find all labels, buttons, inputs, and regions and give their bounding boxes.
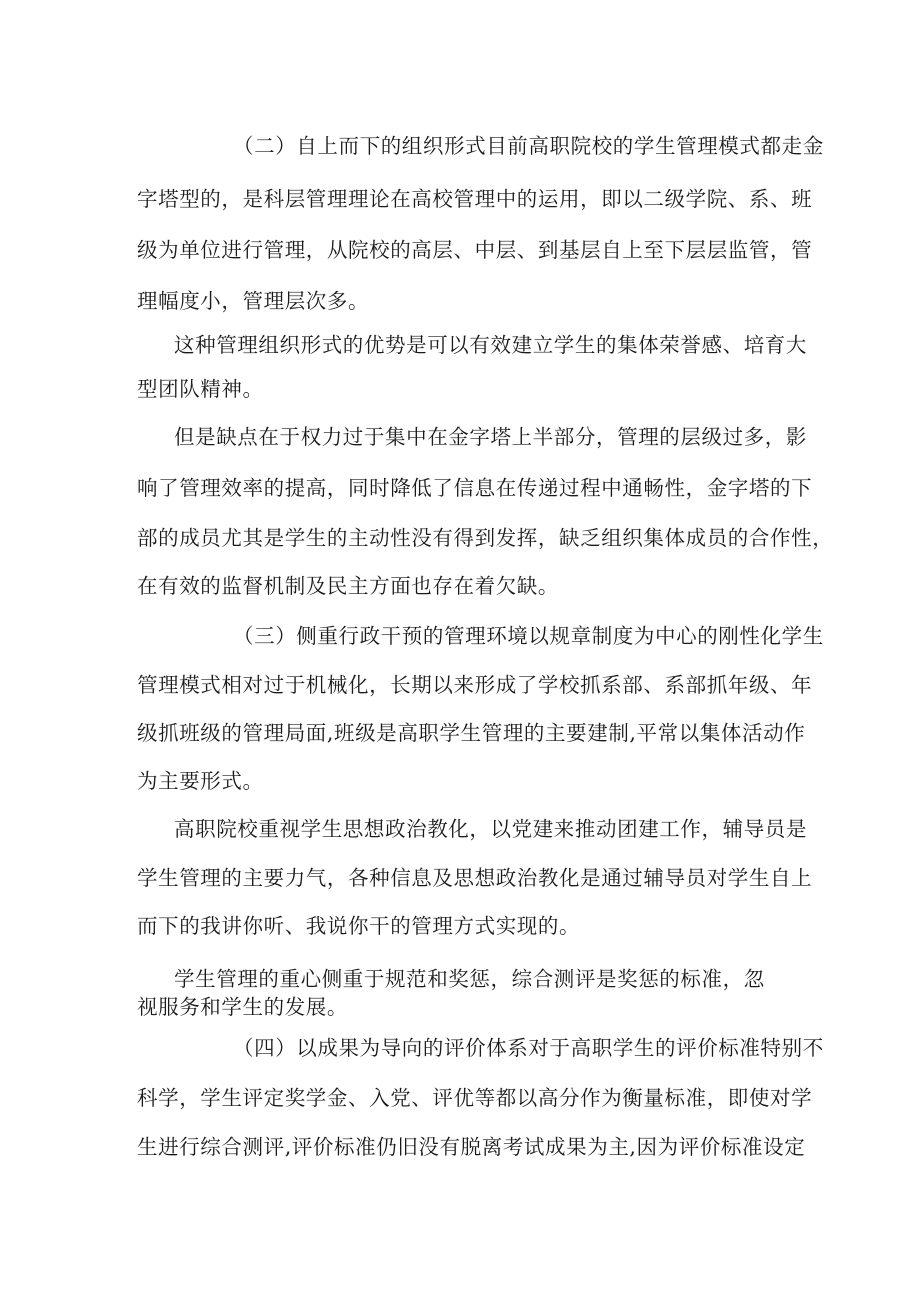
text-line: 为主要形式。 xyxy=(137,769,264,793)
text-line: 部的成员尤其是学生的主动性没有得到发挥，缺乏组织集体成员的合作性， xyxy=(137,526,834,550)
text-line: 视服务和学生的发展。 xyxy=(137,995,348,1019)
text-line: （四）以成果为导向的评价体系对于高职学生的评价标准特别不 xyxy=(233,1036,824,1060)
text-line: 科学，学生评定奖学金、入党、评优等都以高分作为衡量标准，即使对学 xyxy=(137,1086,813,1110)
text-line: （三）侧重行政干预的管理环境以规章制度为中心的刚性化学生 xyxy=(233,624,824,648)
text-line: 响了管理效率的提高，同时降低了信息在传递过程中通畅性，金字塔的下 xyxy=(137,476,813,500)
text-line: 字塔型的，是科层管理理论在高校管理中的运用，即以二级学院、系、班 xyxy=(137,187,813,211)
text-line: 这种管理组织形式的优势是可以有效建立学生的集体荣誉感、培育大 xyxy=(174,333,807,357)
text-line: 在有效的监督机制及民主方面也存在着欠缺。 xyxy=(137,574,559,598)
text-line: 型团队精神。 xyxy=(137,377,264,401)
text-line: 但是缺点在于权力过于集中在金字塔上半部分，管理的层级过多，影 xyxy=(174,425,807,449)
text-line: 高职院校重视学生思想政治教化，以党建来推动团建工作，辅导员是 xyxy=(174,817,807,841)
text-line: 生进行综合测评,评价标准仍旧没有脱离考试成果为主,因为评价标准设定 xyxy=(137,1135,806,1159)
text-line: 学生管理的重心侧重于规范和奖惩，综合测评是奖惩的标准，忽 xyxy=(174,967,765,991)
text-line: 而下的我讲你听、我说你干的管理方式实现的。 xyxy=(137,914,581,938)
text-line: 理幅度小，管理层次多。 xyxy=(137,289,370,313)
text-line: （二）自上而下的组织形式目前高职院校的学生管理模式都走金 xyxy=(233,134,824,158)
text-line: 学生管理的主要力气，各种信息及思想政治教化是通过辅导员对学生自上 xyxy=(137,866,813,890)
text-line: 级抓班级的管理局面,班级是高职学生管理的主要建制,平常以集体活动作 xyxy=(137,721,806,745)
text-line: 级为单位进行管理，从院校的高层、中层、到基层自上至下层层监管，管 xyxy=(137,238,813,262)
text-line: 管理模式相对过于机械化，长期以来形成了学校抓系部、系部抓年级、年 xyxy=(137,673,813,697)
